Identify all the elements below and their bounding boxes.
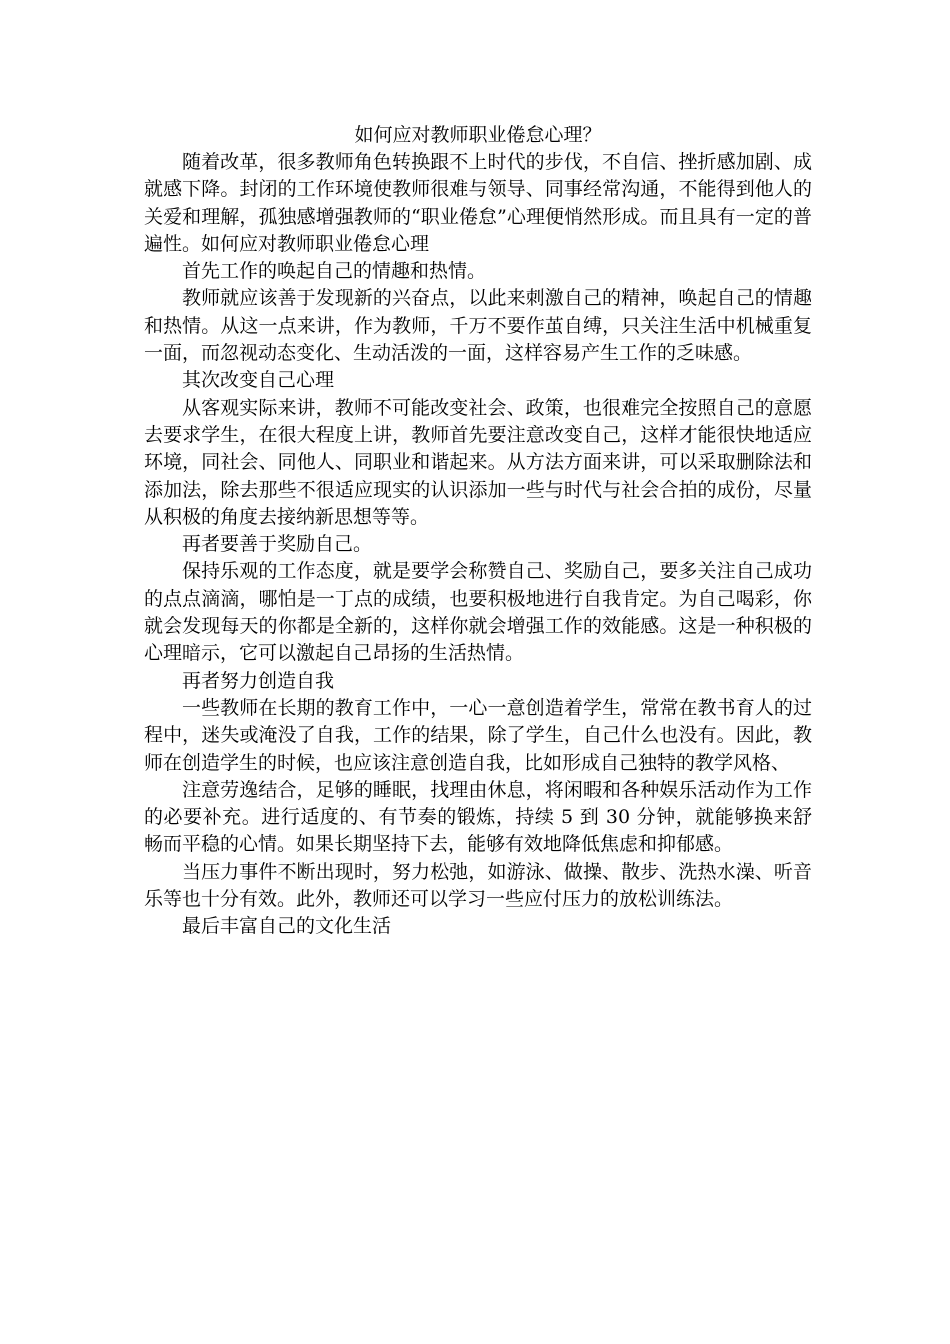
heading-reward: 再者要善于奖励自己。 bbox=[182, 533, 373, 556]
paragraph-rest: 注意劳逸结合，足够的睡眠，找理由休息，将闲暇和各种娱乐活动作为工作的必要补充。进行适度的、有节奏的锻炼，持续 5 到 30 分钟，就能够换来舒畅而平稳的心情。如果长期坚持下去，能够有效地降低焦虑和抑郁感。 bbox=[144, 778, 812, 856]
paragraph-first: 教师就应该善于发现新的兴奋点，以此来刺激自己的精神，唤起自己的情趣和热情。从这一点来讲，作为教师，千万不要作茧自缚，只关注生活中机械重复一面，而忽视动态变化、生动活泼的一面，这样容易产生工作的乏味感。 bbox=[144, 287, 812, 365]
heading-culture: 最后丰富自己的文化生活 bbox=[182, 915, 392, 938]
heading-second: 其次改变自己心理 bbox=[182, 369, 335, 392]
paragraph-second: 从客观实际来讲，教师不可能改变社会、政策，也很难完全按照自己的意愿去要求学生，在很大程度上讲，教师首先要注意改变自己，这样才能很快地适应环境，同社会、同他人、同职业和谐起来。从方法方面来讲，可以采取删除法和添加法，除去那些不很适应现实的认识添加一些与时代与社会合拍的成份，尽量从积极的角度去接纳新思想等等。 bbox=[144, 396, 812, 528]
heading-first: 首先工作的唤起自己的情趣和热情。 bbox=[182, 260, 487, 283]
paragraph-create: 一些教师在长期的教育工作中，一心一意创造着学生，常常在教书育人的过程中，迷失或淹没了自我，工作的结果，除了学生，自己什么也没有。因此，教师在创造学生的时候，也应该注意创造自我，比如形成自己独特的教学风格、 bbox=[144, 696, 812, 774]
paragraph-reward: 保持乐观的工作态度，就是要学会称赞自己、奖励自己，要多关注自己成功的点点滴滴，哪怕是一丁点的成绩，也要积极地进行自我肯定。为自己喝彩，你就会发现每天的你都是全新的，这样你就会增强工作的效能感。这是一种积极的心理暗示，它可以激起自己昂扬的生活热情。 bbox=[144, 560, 812, 665]
heading-create: 再者努力创造自我 bbox=[182, 669, 335, 692]
document-page bbox=[144, 122, 812, 941]
paragraph-intro: 随着改革，很多教师角色转换跟不上时代的步伐，不自信、挫折感加剧、成就感下降。封闭的工作环境使教师很难与领导、同事经常沟通，不能得到他人的关爱和理解，孤独感增强教师的“职业倦怠”心理便悄然形成。而且具有一定的普遍性。如何应对教师职业倦怠心理 bbox=[144, 151, 812, 255]
document-title: 如何应对教师职业倦怠心理？ bbox=[354, 124, 602, 146]
paragraph-stress: 当压力事件不断出现时，努力松弛，如游泳、做操、散步、洗热水澡、听音乐等也十分有效。此外，教师还可以学习一些应付压力的放松训练法。 bbox=[144, 860, 812, 911]
